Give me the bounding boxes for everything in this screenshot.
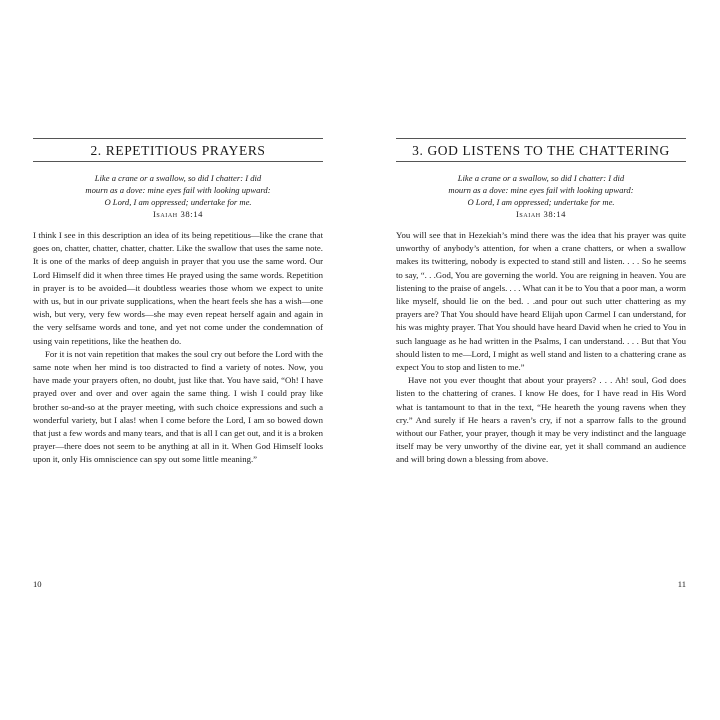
left-epigraph-line: mourn as a dove: mine eyes fail with looking upward:	[85, 185, 271, 195]
right-epigraph-line: mourn as a dove: mine eyes fail with looking upward:	[448, 185, 634, 195]
right-page-number: 11	[677, 579, 686, 589]
left-paragraph-2: For it is not vain repetition that makes the soul cry out before the Lord with the same note when her mind is too distracted to find a variety of notes. Now, you have made your prayers often, no doubt, just like that. You have said, “Oh! I have prayed over and over and over again the same thing. I wish I could pray like brother so-and-so at the prayer meeting, with such choice expressions and such a wonderful variety, but I alas! when I come before the Lord, I am so bowed down that just a few words and many tears, and that is all I can get out, and it is a broken prayer—there does not seem to be anything at all in it. When God Himself looks upon it, only His omniscience can spy out some little meaning.”	[33, 348, 323, 465]
left-page-number: 10	[33, 579, 42, 589]
left-epigraph-line: O Lord, I am oppressed; undertake for me.	[104, 197, 252, 207]
left-heading-rule	[33, 138, 323, 162]
left-epigraph	[33, 172, 323, 220]
right-paragraph-2: Have not you ever thought that about your prayers? . . . Ah! soul, God does listen to the chattering of cranes. I know He does, for I have read in His Word what is tantamount to that in the text, “He heareth the young ravens when they cry.” And surely if He hears a raven’s cry, if not a sparrow falls to the ground without our Father, your prayer, though it may be very indistinct and the language itself may be very unworthy of the divine ear, yet it shall command an audience and will bring down a blessing from above.	[396, 375, 686, 465]
right-chapter-heading: 3. GOD LISTENS TO THE CHATTERING	[412, 142, 670, 158]
right-page	[396, 0, 686, 720]
left-paragraph-1: I think I see in this description an idea of its being repetitious—like the crane that goes on, chatter, chatter, chatter, chatter. Like the swallow that uses the same note. It is one of the marks of deep anguish in prayer that you use the same word. Our Lord Himself did it when three times He prayed using the same words. Repetition in prayer is to be avoided—it doubtless wearies those whom we expect to unite with us, but in our private supplications, when the heart feels she has a wish—one wish, but very, very few words—she may even repeat herself again and again in the very selfsame words and tone, and yet not come under the condemnation of using vain repetitions, like the heathen do.	[33, 230, 323, 346]
right-paragraph-1: You will see that in Hezekiah’s mind there was the idea that his prayer was quite unworthy of anybody’s attention, for when a crane chatters, or when a swallow makes its twittering, nobody is expected to stand still and listen. . . . So he seems to say, “. . .God, You are governing the world. You are reigning in heaven. You are listening to the praise of angels. . . . What can it be to You that a poor man, a worm like myself, should lie on the bed. . .and pour out such utter chattering as my prayers are? That You should have heard Elijah upon Carmel I can understand, for his was mighty prayer. That You should have heard David when he cried to You in such language as he had written in the Psalms, I can understand. . . . But that You should listen to me—Lord, I might as well stand and listen to a chattering crane as expect You to stop and listen to me.”	[396, 230, 686, 373]
left-epigraph-line: Like a crane or a swallow, so did I chatter: I did	[94, 173, 262, 183]
right-heading-rule	[396, 138, 686, 162]
right-body-text	[396, 229, 686, 467]
left-page	[33, 0, 323, 720]
right-epigraph-line: O Lord, I am oppressed; undertake for me.	[467, 197, 615, 207]
left-body-text	[33, 229, 323, 467]
left-epigraph-citation: Isaiah 38:14	[152, 209, 204, 219]
right-epigraph	[396, 172, 686, 220]
left-chapter-heading: 2. REPETITIOUS PRAYERS	[90, 142, 266, 158]
right-epigraph-line: Like a crane or a swallow, so did I chatter: I did	[457, 173, 625, 183]
right-epigraph-citation: Isaiah 38:14	[515, 209, 567, 219]
